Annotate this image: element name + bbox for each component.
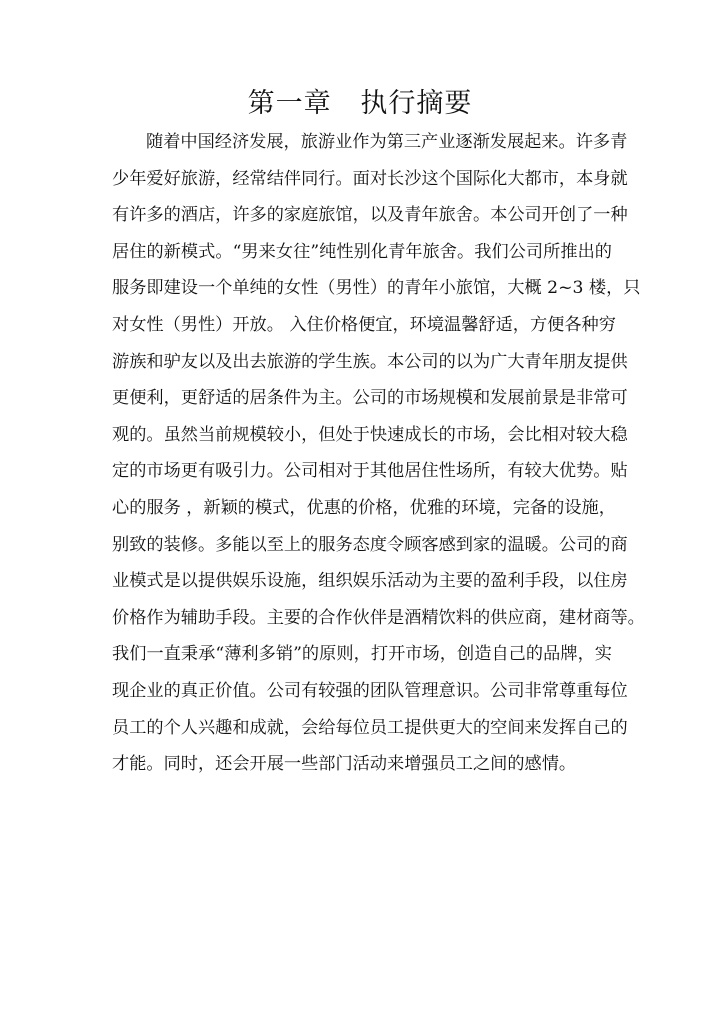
paragraph-line: 对女性（男性）开放。 入住价格便宜，环境温馨舒适，方便各种穷 (112, 314, 616, 335)
paragraph-line: 随着中国经济发展，旅游业作为第三产业逐渐发展起来。许多青 (146, 132, 628, 152)
paragraph-line: 居住的新模式。“男来女往”纯性别化青年旅舍。我们公司所推出的 (112, 241, 612, 262)
paragraph-line: 别致的装修。多能以至上的服务态度令顾客感到家的温暖。公司的商 (112, 534, 628, 555)
paragraph-line: 业模式是以提供娱乐设施，组织娱乐活动为主要的盈利手段，以住房 (112, 571, 628, 592)
executive-summary-paragraph (112, 124, 645, 783)
paragraph-line: 观的。虽然当前规模较小，但处于快速成长的市场，会比相对较大稳 (112, 424, 628, 445)
paragraph-line: 定的市场更有吸引力。公司相对于其他居住性场所，有较大优势。贴 (112, 461, 628, 482)
chapter-title: 第一章 执行摘要 (247, 88, 473, 119)
paragraph-line: 有许多的酒店，许多的家庭旅馆，以及青年旅舍。本公司开创了一种 (112, 205, 628, 226)
paragraph-line: 价格作为辅助手段。主要的合作伙伴是酒精饮料的供应商，建材商等。 (112, 607, 645, 628)
paragraph-line: 游族和驴友以及出去旅游的学生族。本公司的以为广大青年朋友提供 (112, 351, 628, 372)
paragraph-line: 现企业的真正价值。公司有较强的团队管理意识。公司非常尊重每位 (112, 680, 628, 701)
paragraph-line: 更便利，更舒适的居条件为主。公司的市场规模和发展前景是非常可 (112, 388, 628, 409)
paragraph-line: 心的服务 ，新颖的模式，优惠的价格，优雅的环境，完备的设施， (112, 497, 616, 518)
paragraph-line: 服务即建设一个单纯的女性（男性）的青年小旅馆，大概 2~3 楼，只 (112, 278, 641, 299)
paragraph-line: 才能。同时，还会开展一些部门活动来增强员工之间的感情。 (112, 754, 577, 775)
paragraph-line: 员工的个人兴趣和成就，会给每位员工提供更大的空间来发挥自己的 (112, 717, 628, 738)
paragraph-line: 我们一直秉承“薄利多销”的原则，打开市场，创造自己的品牌，实 (112, 644, 612, 665)
paragraph-line: 少年爱好旅游，经常结伴同行。面对长沙这个国际化大都市，本身就 (112, 168, 628, 189)
